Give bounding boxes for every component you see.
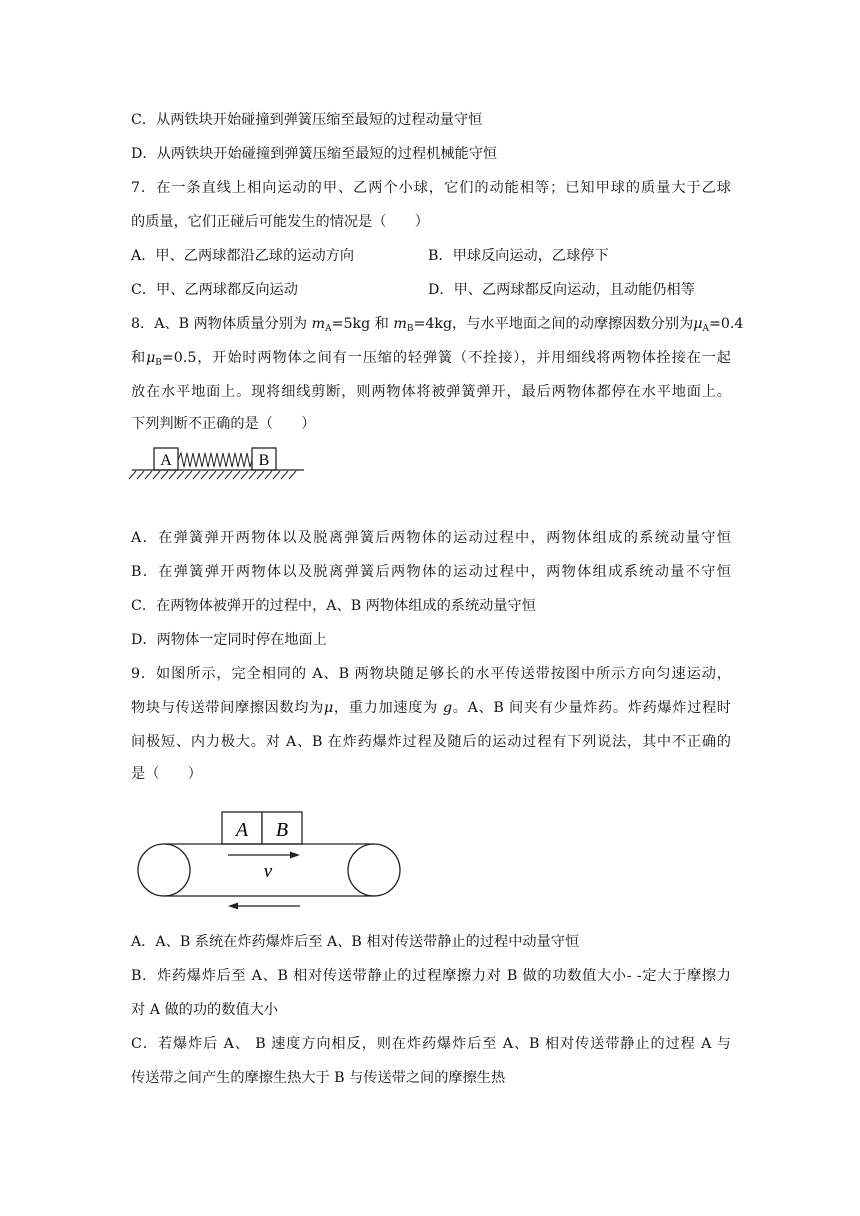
- block-a-label: A: [160, 452, 172, 469]
- ground-hatching: [129, 471, 296, 479]
- gravity-symbol: g: [443, 700, 453, 716]
- hatch-mark: [129, 471, 136, 479]
- spring: [178, 453, 252, 467]
- q7-option-b: B．甲球反向运动，乙球停下: [428, 248, 609, 264]
- left-pulley: [138, 844, 190, 896]
- hatch-mark: [145, 471, 152, 479]
- q8-stem-text: 和: [131, 350, 147, 366]
- hatch-mark: [265, 471, 272, 479]
- hatch-mark: [289, 471, 296, 479]
- q8-stem-line4: 下列判断不正确的是（ ）: [131, 416, 316, 432]
- q9-stem-text: 物块与传送带间摩擦因数均为: [131, 700, 325, 716]
- right-pulley: [348, 844, 400, 896]
- hatch-mark: [209, 471, 216, 479]
- hatch-mark: [137, 471, 144, 479]
- q9-stem-line4: 是（ ）: [131, 766, 202, 782]
- block-b-label: B: [275, 819, 289, 841]
- q9-stem-text: ，重力加速度为: [333, 700, 444, 716]
- hatch-mark: [281, 471, 288, 479]
- q8-stem-text: 8．A、B 两物体质量分别为: [131, 316, 312, 332]
- subscript-a: A: [702, 324, 709, 334]
- q7-option-row2: [131, 280, 731, 300]
- mu-symbol: μ: [693, 316, 703, 332]
- q8-option-a: A．在弹簧弹开两物体以及脱离弹簧后两物体的运动过程中，两物体组成的系统动量守恒: [131, 530, 731, 546]
- q8-option-c: C．在两物体被弹开的过程中，A、B 两物体组成的系统动量守恒: [131, 598, 536, 614]
- q6-option-c: C．从两铁块开始碰撞到弹簧压缩至最短的过程动量守恒: [131, 112, 483, 128]
- block-a-label: A: [235, 819, 249, 841]
- mu-symbol: μ: [324, 700, 334, 716]
- hatch-mark: [193, 471, 200, 479]
- subscript-b: B: [406, 324, 414, 334]
- hatch-mark: [177, 471, 184, 479]
- q7-option-c: C．甲、乙两球都反向运动: [131, 282, 298, 298]
- mu-a-value: =0.4: [709, 316, 744, 332]
- hatch-mark: [201, 471, 208, 479]
- block-b-label: B: [258, 452, 270, 469]
- hatch-mark: [217, 471, 224, 479]
- hatch-mark: [233, 471, 240, 479]
- q9-option-c-line1: C．若爆炸后 A、 B 速度方向相反，则在炸药爆炸后至 A、B 相对传送带静止的过程 A 与: [131, 1036, 731, 1052]
- hatch-mark: [273, 471, 280, 479]
- hatch-mark: [161, 471, 168, 479]
- q9-option-a: A．A、B 系统在炸药爆炸后至 A、B 相对传送带静止的过程中动量守恒: [131, 934, 580, 950]
- q9-option-b-line1: B．炸药爆炸后至 A、B 相对传送带静止的过程摩擦力对 B 做的功数值大小- -定大于摩擦力: [131, 968, 731, 984]
- hatch-mark: [225, 471, 232, 479]
- q8-stem-line1: [131, 314, 744, 334]
- mass-b-value: =4kg，与水平地面之间的动摩擦因数分别为: [413, 316, 694, 332]
- subscript-b: B: [155, 358, 162, 368]
- q9-stem-line3: 间极短、内力极大。对 A、B 在炸药爆炸过程及随后的运动过程有下列说法，其中不正确的: [131, 734, 731, 750]
- q8-option-d: D．两物体一定同时停在地面上: [131, 632, 327, 648]
- mu-b-value: =0.5，开始时两物体之间有一压缩的轻弹簧（不拴接），并用细线将两物体拴接在一起: [161, 350, 731, 366]
- q9-option-b-line2: 对 A 做的功的数值大小: [131, 1002, 278, 1018]
- q9-stem-line2: [131, 698, 731, 718]
- mass-symbol: m: [311, 316, 326, 332]
- q8-option-b: B．在弹簧弹开两物体以及脱离弹簧后两物体的运动过程中，两物体组成系统动量不守恒: [131, 564, 731, 580]
- q6-option-d: D．从两铁块开始碰撞到弹簧压缩至最短的过程机械能守恒: [131, 146, 498, 162]
- return-arrowhead: [228, 903, 238, 910]
- hatch-mark: [153, 471, 160, 479]
- q7-option-a: A．甲、乙两球都沿乙球的运动方向: [131, 248, 355, 264]
- q7-stem-line2: 的质量，它们正碰后可能发生的情况是（ ）: [131, 214, 429, 230]
- mass-a-value: =5kg 和: [331, 316, 394, 332]
- q7-stem-line1: 7．在一条直线上相向运动的甲、乙两个小球，它们的动能相等；已知甲球的质量大于乙球: [131, 180, 731, 196]
- conveyor-belt-figure: [134, 810, 406, 912]
- hatch-mark: [249, 471, 256, 479]
- velocity-arrowhead: [290, 852, 300, 859]
- q9-stem-line1: 9．如图所示，完全相同的 A、B 两物块随足够长的水平传送带按图中所示方向匀速运动，: [131, 666, 731, 682]
- q9-stem-text: 。A、B 间夹有少量炸药。炸药爆炸过程时: [452, 700, 731, 716]
- subscript-a: A: [325, 324, 332, 334]
- velocity-label: v: [263, 861, 273, 882]
- hatch-mark: [257, 471, 264, 479]
- q8-stem-line2: [131, 348, 731, 368]
- hatch-mark: [169, 471, 176, 479]
- q8-stem-line3: 放在水平地面上。现将细线剪断，则两物体将被弹簧弹开，最后两物体都停在水平地面上。: [131, 384, 731, 400]
- mu-symbol: μ: [146, 350, 156, 366]
- q7-option-row1: [131, 246, 731, 266]
- q9-option-c-line2: 传送带之间产生的摩擦生热大于 B 与传送带之间的摩擦生热: [131, 1070, 506, 1086]
- mass-symbol: m: [393, 316, 407, 332]
- q7-option-d: D．甲、乙两球都反向运动，且动能仍相等: [428, 282, 695, 298]
- hatch-mark: [241, 471, 248, 479]
- hatch-mark: [185, 471, 192, 479]
- spring-blocks-figure: [128, 444, 308, 490]
